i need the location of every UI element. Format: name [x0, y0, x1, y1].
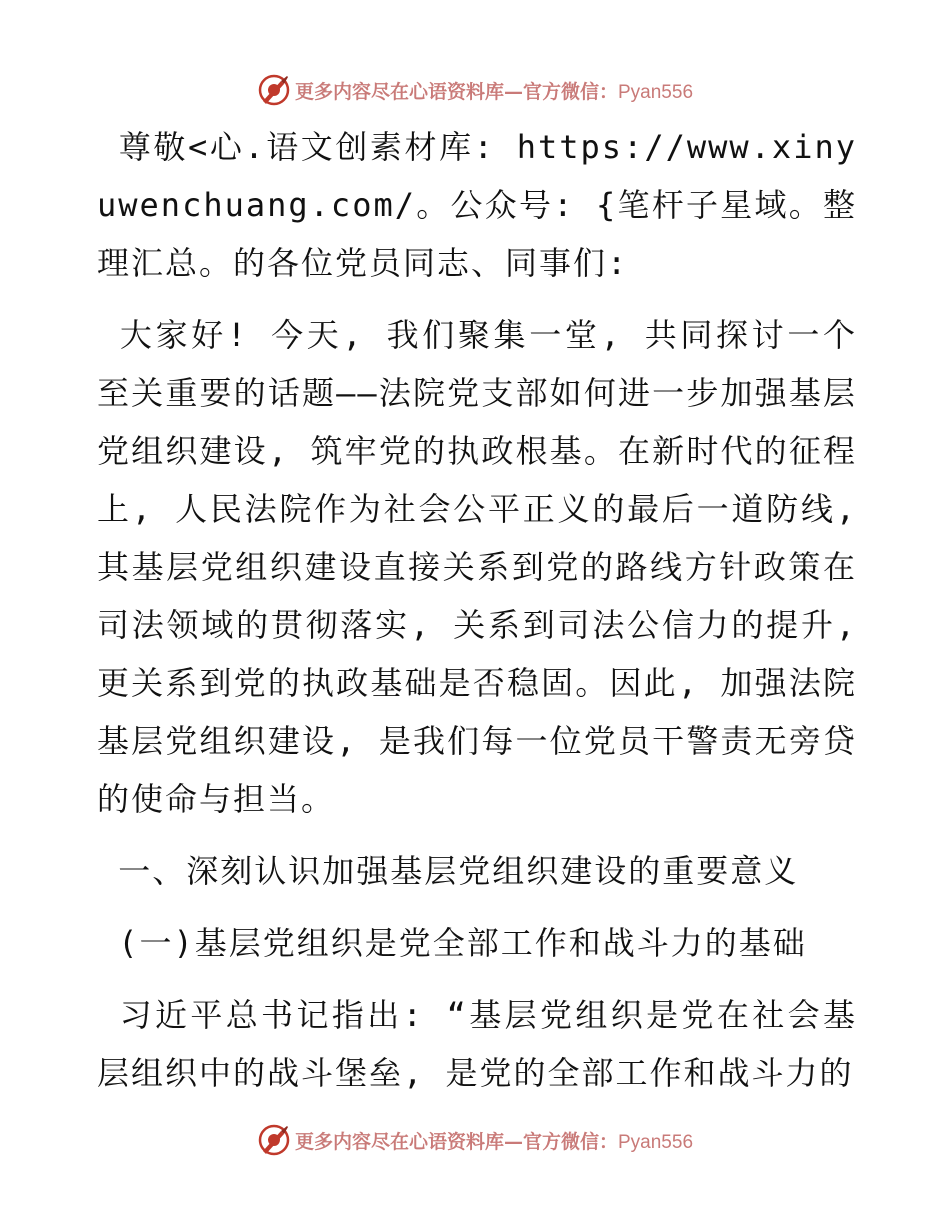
- header-promo: [295, 77, 693, 104]
- document-body: [97, 118, 879, 1116]
- wechat-id: Pyan556: [618, 1131, 694, 1153]
- wechat-id: Pyan556: [618, 81, 694, 103]
- section-heading-1: 一、深刻认识加强基层党组织建设的重要意义: [97, 852, 799, 890]
- pen-circle-logo-icon: [257, 1123, 291, 1157]
- banner-dash: —: [503, 80, 523, 103]
- paragraph-intro: 大家好! 今天, 我们聚集一堂, 共同探讨一个至关重要的话题——法院党支部如何进一步加强基层党组织建设, 筑牢党的执政根基。在新时代的征程上, 人民法院作为社会公平正义的最后一道防线, 其基层党组织建设直接关系到党的路线方针政策在司法领域的贯彻落实, 关系到司法公信力的提升, 更关系到党的执政基础是否稳固。因此, 加强法院基层党组织建设, 是我们每一位党员干警责无旁贷的使命与担当。: [97, 316, 879, 818]
- footer-banner: [0, 1118, 950, 1162]
- pen-circle-logo-icon: [257, 73, 291, 107]
- subsection-heading-1-1: (一)基层党组织是党全部工作和战斗力的基础: [97, 924, 807, 962]
- paragraph-greeting: 尊敬<心.语文创素材库: https://www.xinyuwenchuang.com/。公众号: {笔杆子星域。整理汇总。的各位党员同志、同事们:: [97, 128, 857, 282]
- footer-promo: [295, 1127, 693, 1154]
- banner-dash: —: [503, 1130, 523, 1153]
- promo-text: 更多内容尽在心语资料库: [294, 80, 504, 103]
- wechat-label: 官方微信：: [522, 80, 618, 103]
- paragraph-quote: 习近平总书记指出: “基层党组织是党在社会基层组织中的战斗堡垒, 是党的全部工作和战斗力的: [97, 996, 857, 1092]
- wechat-label: 官方微信：: [522, 1130, 618, 1153]
- promo-text: 更多内容尽在心语资料库: [294, 1130, 504, 1153]
- header-banner: [0, 68, 950, 112]
